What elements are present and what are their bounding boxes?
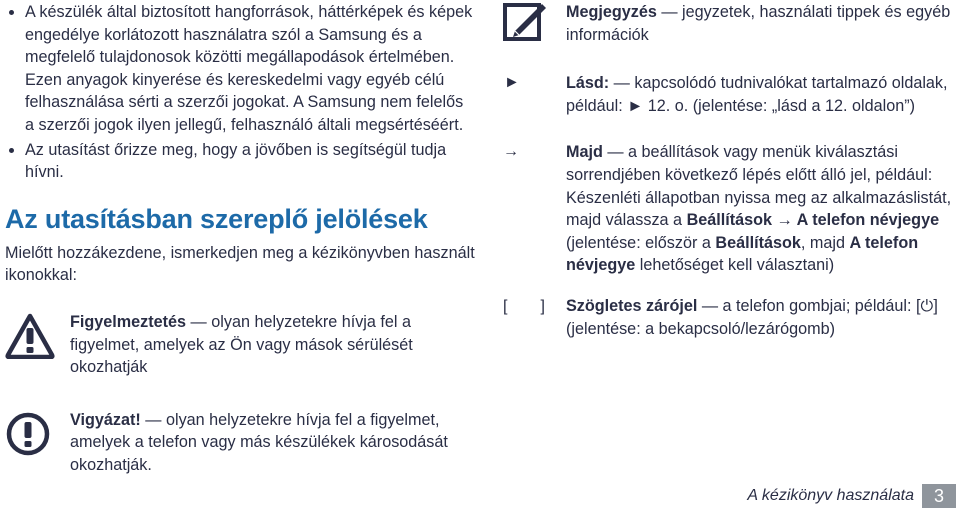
caution-circle-icon bbox=[5, 411, 55, 457]
bracket-open: [ bbox=[503, 297, 508, 315]
next-row bbox=[500, 141, 960, 277]
see-arrow-icon: ► bbox=[504, 74, 520, 92]
caution-text: — olyan helyzetekre hívja fel a figyelmet, amelyek a telefon vagy más készülékek károsodását okozhatják. bbox=[70, 410, 448, 474]
next-text-2: (jelentése: először a bbox=[566, 233, 716, 252]
section-heading: Az utasításban szereplő jelölések bbox=[5, 203, 428, 234]
warning-term: Figyelmeztetés bbox=[70, 312, 187, 331]
bracket-row bbox=[500, 295, 960, 340]
next-bold-1: Beállítások bbox=[686, 211, 773, 230]
next-text-1: — a beállítások vagy menük kiválasztási sorrendjében következő lépés előtt álló jel, például: Készenléti állapotban nyissa meg az alkalmazáslistát, majd válassza a bbox=[566, 143, 952, 230]
bracket-term: Szögletes zárójel bbox=[566, 296, 698, 315]
next-arrow-icon: → bbox=[503, 143, 519, 161]
page-footer bbox=[747, 484, 956, 508]
next-term: Majd bbox=[566, 143, 603, 162]
see-term: Lásd: bbox=[566, 74, 610, 93]
next-bold-4: A telefon névjegye bbox=[566, 233, 919, 275]
next-text-3: , majd bbox=[800, 233, 850, 252]
page-number: 3 bbox=[922, 484, 956, 508]
bracket-close: ] bbox=[540, 297, 545, 315]
caution-term: Vigyázat! bbox=[70, 410, 141, 429]
caution-row bbox=[5, 409, 475, 477]
bullet-copyright: A készülék által biztosított hangforrások, háttérképek és képek engedélye korlátozott használatra szól a Samsung és a megfelelő tulajdonosok közötti megállapodások értelmében. Ezen anyagok kinyerése és kereskedelmi vagy egyéb célú felhasználása sérti a szerzői jogokat. A Samsung nem felelős a szerzői jogok ilyen jellegű, felhasználó általi megsértéséért. bbox=[5, 1, 475, 137]
bullet-keep-manual: Az utasítást őrizze meg, hogy a jövőben is segítségül tudja hívni. bbox=[5, 139, 475, 184]
next-bold-2: A telefon névjegye bbox=[796, 211, 940, 230]
bracket-symbol bbox=[503, 296, 545, 319]
warning-triangle-icon bbox=[5, 313, 55, 359]
note-row bbox=[500, 1, 960, 46]
see-row bbox=[500, 72, 960, 117]
bracket-text-2: ] (jelentése: a bekapcsoló/lezárógomb) bbox=[566, 296, 938, 338]
bracket-text-1: — a telefon gombjai; például: [ bbox=[697, 296, 921, 315]
power-icon: ⏻ bbox=[920, 296, 934, 315]
see-text-after: 12. o. (jelentése: „lásd a 12. oldalon”) bbox=[643, 96, 915, 115]
next-bold-3: Beállítások bbox=[715, 233, 801, 252]
warning-row bbox=[5, 311, 475, 379]
see-text-before: — kapcsolódó tudnivalókat tartalmazó oldalak, például: bbox=[566, 74, 948, 115]
note-text: — jegyzetek, használati tippek és egyéb információk bbox=[566, 3, 951, 44]
next-text-4: lehetőséget kell választani) bbox=[635, 256, 835, 275]
warning-text: — olyan helyzetekre hívja fel a figyelmet, amelyek az Ön vagy mások sérülését okozhatják bbox=[70, 312, 413, 377]
note-pencil-icon bbox=[500, 1, 552, 45]
see-inline-arrow-icon: ► bbox=[627, 96, 644, 115]
intro-text: Mielőtt hozzákezdene, ismerkedjen meg a kézikönyvben használt ikonokkal: bbox=[5, 243, 475, 285]
right-column bbox=[500, 1, 960, 340]
note-term: Megjegyzés bbox=[566, 3, 657, 21]
next-arrow-inline: → bbox=[772, 211, 797, 230]
footer-title: A kézikönyv használata bbox=[747, 487, 914, 504]
left-column bbox=[5, 1, 475, 477]
